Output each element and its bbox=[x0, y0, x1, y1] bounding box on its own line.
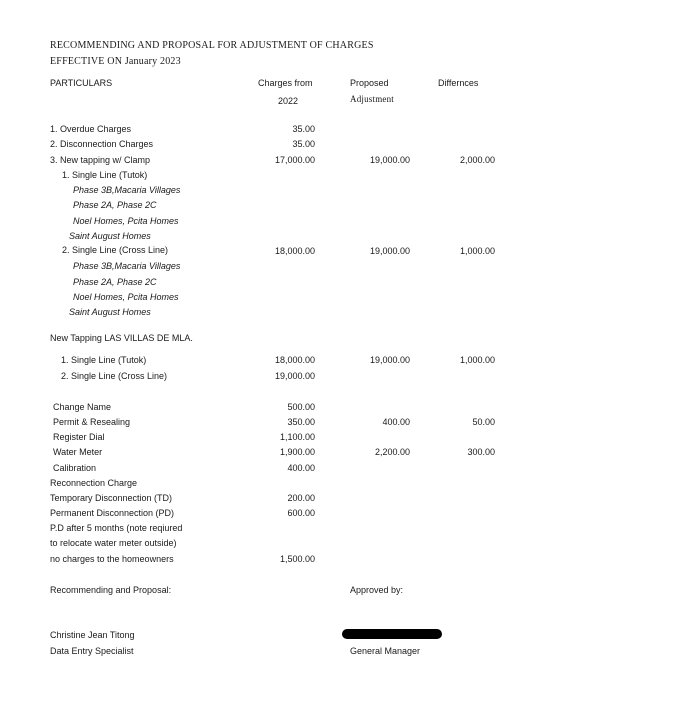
row-label: Change Name bbox=[53, 402, 112, 412]
row-charge: 35.00 bbox=[292, 124, 315, 134]
row-proposed: 400.00 bbox=[382, 417, 410, 427]
row-difference: 2,000.00 bbox=[459, 155, 495, 165]
row-charge: 350.00 bbox=[287, 417, 315, 427]
document-subtitle: EFFECTIVE ON January 2023 bbox=[50, 56, 181, 67]
row-difference: 1,000.00 bbox=[459, 355, 495, 365]
section-heading: New Tapping LAS VILLAS DE MLA. bbox=[50, 333, 193, 343]
row-proposed: 19,000.00 bbox=[369, 246, 410, 256]
document-title: RECOMMENDING AND PROPOSAL FOR ADJUSTMENT OF CHARGES bbox=[50, 40, 374, 51]
row-charge: 1,900.00 bbox=[279, 447, 315, 457]
row-charge: 1,500.00 bbox=[279, 554, 315, 564]
row-charge: 500.00 bbox=[287, 402, 315, 412]
col-header-adjustment: Adjustment bbox=[350, 94, 394, 104]
row-label: Permit & Resealing bbox=[53, 417, 131, 427]
row-charge: 35.00 bbox=[292, 139, 315, 149]
row-label: 2. Disconnection Charges bbox=[50, 139, 154, 149]
col-header-differences: Differnces bbox=[438, 78, 479, 88]
col-header-proposed: Proposed bbox=[350, 78, 389, 88]
row-label: no charges to the homeowners bbox=[50, 554, 174, 564]
row-label: Register Dial bbox=[53, 432, 105, 442]
row-label: 1. Overdue Charges bbox=[50, 124, 132, 134]
row-label: Saint August Homes bbox=[69, 307, 151, 317]
row-label: Reconnection Charge bbox=[50, 478, 138, 488]
row-label: Phase 3B,Macaria Villages bbox=[73, 261, 181, 271]
recommending-label: Recommending and Proposal: bbox=[50, 585, 172, 595]
row-label: Phase 3B,Macaria Villages bbox=[73, 185, 181, 195]
row-charge: 400.00 bbox=[287, 463, 315, 473]
row-charge: 17,000.00 bbox=[274, 155, 315, 165]
row-charge: 200.00 bbox=[287, 493, 315, 503]
row-difference: 1,000.00 bbox=[459, 246, 495, 256]
row-label: Saint August Homes bbox=[69, 231, 151, 241]
row-label: P.D after 5 months (note reqiured bbox=[50, 523, 183, 533]
row-charge: 18,000.00 bbox=[274, 246, 315, 256]
row-label: 2. Single Line (Cross Line) bbox=[61, 371, 168, 381]
row-label: 3. New tapping w/ Clamp bbox=[50, 155, 151, 165]
row-label: Water Meter bbox=[53, 447, 103, 457]
redaction-bar bbox=[342, 629, 442, 639]
row-difference: 300.00 bbox=[467, 447, 495, 457]
row-label: Noel Homes, Pcita Homes bbox=[73, 292, 179, 302]
col-header-charges-year: 2022 bbox=[278, 96, 299, 106]
row-proposed: 19,000.00 bbox=[369, 355, 410, 365]
approved-label: Approved by: bbox=[350, 585, 404, 595]
row-label: Phase 2A, Phase 2C bbox=[73, 200, 157, 210]
row-proposed: 19,000.00 bbox=[369, 155, 410, 165]
row-label: 2. Single Line (Cross Line) bbox=[62, 245, 169, 255]
col-header-charges: Charges from bbox=[258, 78, 313, 88]
row-label: 1. Single Line (Tutok) bbox=[62, 170, 148, 180]
row-label: to relocate water meter outside) bbox=[50, 538, 177, 548]
row-label: Temporary Disconnection (TD) bbox=[50, 493, 173, 503]
row-label: Noel Homes, Pcita Homes bbox=[73, 216, 179, 226]
row-label: 1. Single Line (Tutok) bbox=[61, 355, 147, 365]
signatory-role: Data Entry Specialist bbox=[50, 646, 134, 656]
row-charge: 19,000.00 bbox=[274, 371, 315, 381]
signatory-name: Christine Jean Titong bbox=[50, 630, 135, 640]
row-charge: 1,100.00 bbox=[279, 432, 315, 442]
row-label: Calibration bbox=[53, 463, 97, 473]
row-label: Phase 2A, Phase 2C bbox=[73, 277, 157, 287]
row-charge: 18,000.00 bbox=[274, 355, 315, 365]
row-charge: 600.00 bbox=[287, 508, 315, 518]
col-header-particulars: PARTICULARS bbox=[50, 78, 113, 88]
row-proposed: 2,200.00 bbox=[374, 447, 410, 457]
manager-role: General Manager bbox=[350, 646, 421, 656]
row-difference: 50.00 bbox=[472, 417, 495, 427]
row-label: Permanent Disconnection (PD) bbox=[50, 508, 175, 518]
